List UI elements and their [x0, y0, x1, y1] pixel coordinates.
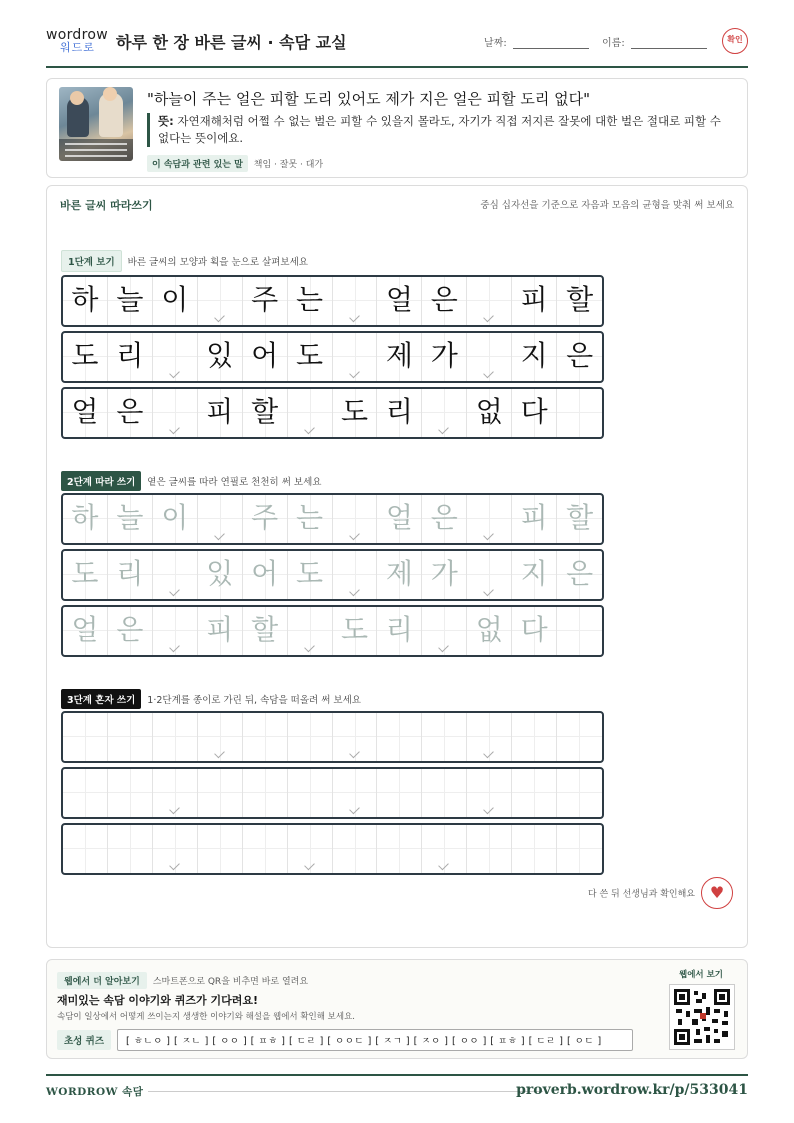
grid-cell[interactable] — [377, 713, 422, 761]
stage1-row-2 — [61, 331, 604, 383]
grid-cell — [333, 389, 378, 437]
date-line[interactable] — [513, 39, 589, 49]
grid-cell — [467, 389, 512, 437]
grid-char: 얼 — [385, 283, 413, 316]
grid-cell[interactable] — [243, 713, 288, 761]
grid-cell[interactable] — [512, 495, 557, 543]
grid-cell — [377, 389, 422, 437]
proverb-illustration — [59, 87, 133, 161]
grid-cell[interactable] — [108, 769, 153, 817]
grid-cell[interactable] — [333, 607, 378, 655]
grid-cell[interactable] — [153, 607, 198, 655]
web-desc: 속담이 일상에서 어떻게 쓰이는지 생생한 이야기와 해설을 웹에서 확인해 보세요. — [57, 1012, 355, 1022]
web-tag-desc: 스마트폰으로 QR을 비추면 바로 열려요 — [152, 977, 309, 987]
grid-cell — [153, 277, 198, 325]
grid-char: 지 — [520, 557, 548, 590]
grid-cell — [243, 333, 288, 381]
grid-char: 가 — [430, 339, 458, 372]
grid-cell[interactable] — [557, 769, 602, 817]
footer-brand: WORDROW 속담 — [46, 1086, 144, 1098]
footer-url[interactable]: proverb.wordrow.kr/p/533041 — [516, 1082, 748, 1098]
grid-char: 제 — [385, 557, 413, 590]
qr-code-icon — [674, 989, 730, 1045]
stage1-badge: 1단계 보기 — [61, 250, 122, 272]
grid-char: 얼 — [385, 501, 413, 534]
grid-char: 늘 — [116, 283, 144, 316]
grid-char: 하 — [71, 501, 99, 534]
meaning-label: 뜻: — [158, 114, 174, 128]
grid-cell[interactable] — [63, 825, 108, 873]
grid-cell — [108, 277, 153, 325]
grid-cell[interactable] — [288, 607, 333, 655]
grid-cell — [243, 277, 288, 325]
name-line[interactable] — [631, 39, 707, 49]
grid-cell[interactable] — [243, 607, 288, 655]
grid-char: 도 — [296, 339, 324, 372]
grid-cell[interactable] — [108, 713, 153, 761]
grid-char: 도 — [71, 339, 99, 372]
quiz-box: [ ㅎㄴㅇ ] [ ㅈㄴ ] [ ㅇㅇ ] [ ㅍㅎ ] [ ㄷㄹ ] [ ㅇㅇㄷ ] [ ㅈㄱ ] [ ㅈㅇ ] [ ㅇㅇ ] [ ㅍㅎ ] [ ㄷㄹ ] [ ㅇㄷ ] — [117, 1029, 633, 1051]
meaning-text: 자연재해처럼 어쩔 수 없는 벌은 피할 수 있을지 몰라도, 자기가 직접 저지른 잘못에 대한 벌은 절대로 피할 수 없다는 뜻이에요. — [158, 114, 721, 145]
grid-char: 리 — [116, 339, 144, 372]
grid-cell[interactable] — [288, 713, 333, 761]
grid-char: 도 — [296, 557, 324, 590]
grid-char: 도 — [71, 557, 99, 590]
grid-cell[interactable] — [288, 495, 333, 543]
grid-char: 다 — [520, 395, 548, 428]
grid-cell — [422, 389, 467, 437]
grid-char: 할 — [251, 613, 279, 646]
page-footer — [46, 1074, 748, 1098]
grid-cell[interactable] — [377, 769, 422, 817]
grid-cell — [467, 333, 512, 381]
grid-cell — [467, 277, 512, 325]
stage3-header — [61, 689, 361, 709]
grid-char: 피 — [206, 613, 234, 646]
grid-cell — [512, 389, 557, 437]
grid-cell[interactable] — [467, 825, 512, 873]
grid-cell[interactable] — [153, 769, 198, 817]
grid-cell — [557, 389, 602, 437]
grid-char: 피 — [520, 501, 548, 534]
grid-cell[interactable] — [422, 713, 467, 761]
grid-cell[interactable] — [63, 713, 108, 761]
grid-cell[interactable] — [333, 551, 378, 599]
grid-char: 리 — [385, 613, 413, 646]
grid-char: 없 — [475, 395, 503, 428]
grid-cell[interactable] — [63, 551, 108, 599]
grid-char: 지 — [520, 339, 548, 372]
grid-char: 피 — [206, 395, 234, 428]
grid-char: 할 — [566, 283, 594, 316]
grid-cell[interactable] — [333, 713, 378, 761]
grid-char: 피 — [520, 283, 548, 316]
grid-cell — [153, 333, 198, 381]
grid-cell — [557, 333, 602, 381]
related-tag: 이 속담과 관련 있는 말 — [147, 155, 248, 172]
date-field[interactable] — [484, 34, 589, 49]
grid-cell — [557, 277, 602, 325]
grid-cell[interactable] — [467, 769, 512, 817]
wordrow-logo — [46, 28, 106, 58]
name-field[interactable] — [602, 34, 707, 49]
grid-char: 다 — [520, 613, 548, 646]
web-tag-line — [57, 972, 308, 989]
grid-char: 이 — [161, 283, 189, 316]
grid-cell[interactable] — [108, 825, 153, 873]
grid-cell[interactable] — [63, 607, 108, 655]
stage1-row-1 — [61, 275, 604, 327]
grid-cell[interactable] — [512, 713, 557, 761]
grid-cell[interactable] — [243, 495, 288, 543]
grid-char: 도 — [340, 613, 369, 646]
grid-cell[interactable] — [333, 825, 378, 873]
grid-char: 도 — [340, 395, 369, 428]
grid-char: 얼 — [71, 613, 99, 646]
grid-cell — [63, 333, 108, 381]
page-header — [46, 26, 748, 68]
grid-cell[interactable] — [377, 607, 422, 655]
practice-card — [46, 185, 748, 948]
grid-cell[interactable] — [557, 825, 602, 873]
grid-cell — [333, 333, 378, 381]
grid-char: 늘 — [116, 501, 144, 534]
grid-cell[interactable] — [288, 769, 333, 817]
grid-char: 주 — [251, 501, 279, 534]
page-title: 하루 한 장 바른 글씨 · 속담 교실 — [116, 33, 347, 52]
name-label: 이름: — [602, 38, 625, 49]
grid-char: 리 — [116, 557, 144, 590]
grid-cell — [153, 389, 198, 437]
grid-cell[interactable] — [333, 495, 378, 543]
stage2-row-2[interactable] — [61, 549, 604, 601]
grid-cell[interactable] — [512, 825, 557, 873]
grid-cell[interactable] — [153, 495, 198, 543]
grid-cell[interactable] — [198, 551, 243, 599]
stage2-badge: 2단계 따라 쓰기 — [61, 471, 141, 491]
grid-cell[interactable] — [108, 551, 153, 599]
grid-cell — [243, 389, 288, 437]
practice-note: 중심 십자선을 기준으로 자음과 모음의 균형을 맞춰 써 보세요 — [480, 200, 734, 211]
grid-char: 은 — [116, 613, 144, 646]
grid-cell[interactable] — [467, 713, 512, 761]
grid-cell[interactable] — [377, 825, 422, 873]
grid-char: 가 — [430, 557, 458, 590]
grid-cell[interactable] — [288, 825, 333, 873]
grid-char: 는 — [296, 501, 324, 534]
logo-wordmark: wordrow — [46, 27, 108, 43]
stage3-row-1[interactable] — [61, 711, 604, 763]
stage2-row-1[interactable] — [61, 493, 604, 545]
grid-char: 은 — [566, 339, 594, 372]
related-list: 책임 · 잘못 · 대가 — [253, 160, 324, 170]
grid-cell[interactable] — [243, 769, 288, 817]
stage3-row-2[interactable] — [61, 767, 604, 819]
confirm-stamp: 확인 — [722, 28, 748, 54]
grid-cell — [63, 389, 108, 437]
grid-cell[interactable] — [422, 551, 467, 599]
grid-cell — [377, 277, 422, 325]
grid-cell — [288, 389, 333, 437]
web-card — [46, 959, 748, 1059]
heart-stamp-icon — [701, 877, 733, 909]
grid-cell[interactable] — [377, 551, 422, 599]
grid-char: 주 — [251, 283, 279, 316]
grid-char: 얼 — [71, 395, 99, 428]
grid-cell[interactable] — [512, 551, 557, 599]
grid-char: 할 — [566, 501, 594, 534]
proverb-meaning — [147, 113, 732, 147]
grid-cell[interactable] — [243, 825, 288, 873]
grid-cell — [198, 333, 243, 381]
related-words — [147, 155, 323, 172]
web-headline: 재미있는 속담 이야기와 퀴즈가 기다려요! — [57, 994, 258, 1007]
grid-cell[interactable] — [198, 713, 243, 761]
grid-cell[interactable] — [108, 495, 153, 543]
grid-cell[interactable] — [63, 769, 108, 817]
qr-label: 웹에서 보기 — [678, 970, 723, 980]
initial-quiz — [57, 1029, 633, 1051]
footer-divider — [148, 1091, 543, 1092]
grid-cell — [63, 277, 108, 325]
grid-cell[interactable] — [557, 713, 602, 761]
grid-char: 은 — [116, 395, 144, 428]
face-left — [70, 91, 84, 105]
grid-cell[interactable] — [333, 769, 378, 817]
stage1-row-3 — [61, 387, 604, 439]
date-label: 날짜: — [484, 38, 507, 49]
grid-cell — [288, 277, 333, 325]
grid-cell[interactable] — [198, 607, 243, 655]
grid-cell[interactable] — [288, 551, 333, 599]
logo-korean: 워드로 — [60, 41, 95, 54]
grid-cell[interactable] — [467, 551, 512, 599]
grid-cell[interactable] — [422, 607, 467, 655]
illustration-caption — [59, 139, 133, 161]
grid-char: 은 — [430, 501, 458, 534]
grid-char: 있 — [206, 339, 234, 372]
proverb-text: "하늘이 주는 얼은 피할 도리 있어도 제가 지은 얼은 피할 도리 없다" — [147, 90, 590, 108]
face-right — [103, 87, 117, 101]
grid-char: 하 — [71, 283, 99, 316]
grid-char: 없 — [475, 613, 503, 646]
grid-cell[interactable] — [422, 769, 467, 817]
grid-char: 할 — [251, 395, 279, 428]
grid-cell[interactable] — [467, 607, 512, 655]
grid-cell[interactable] — [63, 495, 108, 543]
stage2-desc: 옅은 글씨를 따라 연필로 천천히 써 보세요 — [147, 477, 322, 488]
quiz-label: 초성 퀴즈 — [57, 1030, 111, 1050]
practice-title: 바른 글씨 따라쓰기 — [60, 199, 153, 212]
grid-cell — [333, 277, 378, 325]
grid-cell[interactable] — [108, 607, 153, 655]
grid-cell[interactable] — [243, 551, 288, 599]
grid-char: 는 — [296, 283, 324, 316]
grid-char: 리 — [385, 395, 413, 428]
grid-cell — [512, 277, 557, 325]
grid-cell — [198, 389, 243, 437]
stage1-desc: 바른 글씨의 모양과 획을 눈으로 살펴보세요 — [127, 257, 308, 268]
stage3-badge: 3단계 혼자 쓰기 — [61, 689, 141, 709]
teacher-confirm — [588, 877, 733, 909]
stage2-header — [61, 471, 321, 491]
grid-char: 은 — [566, 557, 594, 590]
grid-char: 제 — [385, 339, 413, 372]
grid-char: 이 — [161, 501, 189, 534]
stage3-row-3[interactable] — [61, 823, 604, 875]
stage1-header — [61, 250, 308, 272]
grid-cell[interactable] — [557, 607, 602, 655]
grid-cell[interactable] — [153, 551, 198, 599]
grid-cell — [422, 333, 467, 381]
grid-cell[interactable] — [557, 495, 602, 543]
grid-cell[interactable] — [512, 769, 557, 817]
grid-cell — [108, 389, 153, 437]
grid-char: 어 — [251, 339, 279, 372]
grid-cell[interactable] — [377, 495, 422, 543]
stage3-desc: 1·2단계를 종이로 가린 뒤, 속담을 떠올려 써 보세요 — [147, 695, 361, 706]
grid-cell[interactable] — [512, 607, 557, 655]
grid-cell[interactable] — [422, 495, 467, 543]
grid-cell[interactable] — [153, 713, 198, 761]
grid-cell — [288, 333, 333, 381]
grid-char: 있 — [206, 557, 234, 590]
grid-cell[interactable] — [422, 825, 467, 873]
grid-cell — [198, 277, 243, 325]
web-tag: 웹에서 더 알아보기 — [57, 972, 147, 989]
grid-cell[interactable] — [557, 551, 602, 599]
grid-cell — [377, 333, 422, 381]
grid-cell[interactable] — [198, 769, 243, 817]
grid-cell — [422, 277, 467, 325]
grid-char: 은 — [430, 283, 458, 316]
qr-code[interactable] — [669, 984, 735, 1050]
grid-cell — [512, 333, 557, 381]
grid-cell — [108, 333, 153, 381]
stage2-row-3[interactable] — [61, 605, 604, 657]
grid-cell[interactable] — [198, 825, 243, 873]
grid-cell[interactable] — [153, 825, 198, 873]
grid-cell[interactable] — [467, 495, 512, 543]
proverb-card — [46, 78, 748, 178]
grid-char: 어 — [251, 557, 279, 590]
confirm-text: 다 쓴 뒤 선생님과 확인해요 — [587, 889, 695, 900]
grid-cell[interactable] — [198, 495, 243, 543]
